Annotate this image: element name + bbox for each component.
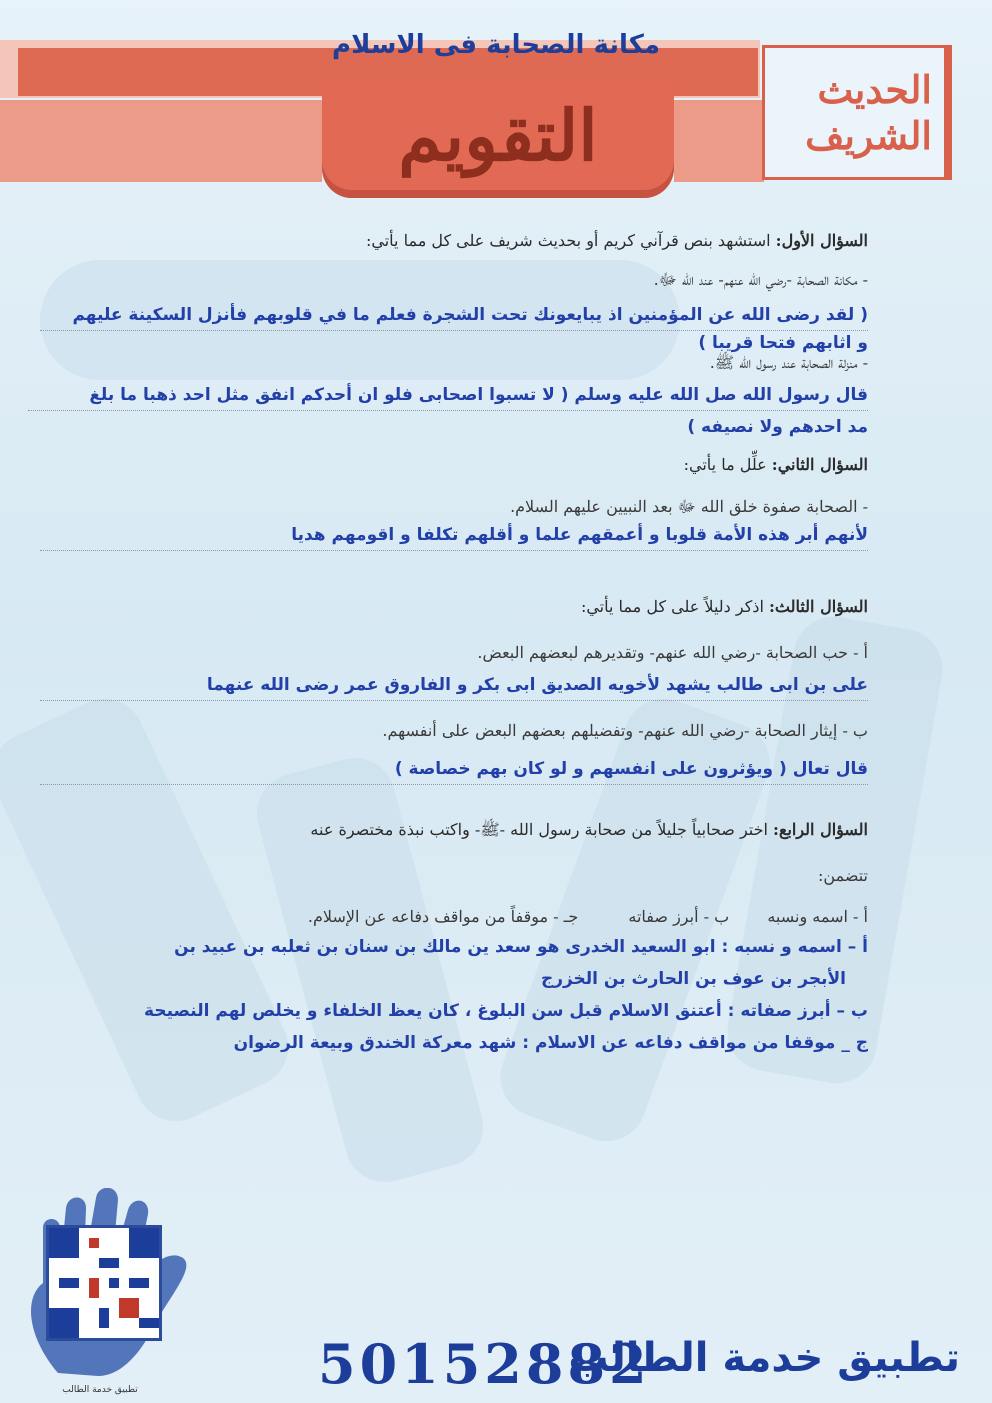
answer-1b-line-2: مد احدهم ولا نصيفه ) <box>687 417 868 437</box>
question-text: اذكر دليلاً على كل مما يأتي: <box>580 597 764 616</box>
tab-title: التقويم <box>398 94 598 177</box>
question-text: علِّل ما يأتي: <box>683 455 767 474</box>
question-label: السؤال الأول: <box>775 231 868 250</box>
answer-1a-line-1: ( لقد رضى الله عن المؤمنين اذ يبايعونك تحت الشجرة فعلم ما في قلوبهم فأنزل السكينة عليهم <box>40 301 868 331</box>
qr-code-icon <box>49 1228 159 1338</box>
header-band <box>674 100 764 182</box>
answer-1a-line-2: و اثابهم فتحا قريبا ) <box>698 333 868 353</box>
answer-2: لأنهم أبر هذه الأمة قلوبا و أعمقهم علما و أقلهم تكلفا و اقومهم هديا <box>40 521 868 551</box>
question-4 <box>40 820 868 843</box>
question-4-text-2: تتضمن: <box>818 866 868 885</box>
question-2 <box>40 455 868 474</box>
question-3-item-b: ب - إيثار الصحابة -رضي الله عنهم- وتفضيلهم بعضهم البعض على أنفسهم. <box>382 721 868 740</box>
answer-4-line-4: ج _ موقفا من مواقف دفاعه عن الاسلام : شهد معركة الخندق وبيعة الرضوان <box>233 1033 868 1053</box>
answer-4-line-2: الأبجر بن عوف بن الحارث بن الخزرج <box>540 969 846 989</box>
section-badge-line: الحديث <box>817 66 932 112</box>
question-text: اختر صحابياً جليلاً من صحابة رسول الله -ﷺ- واكتب نبذة مختصرة عنه <box>310 820 768 839</box>
answer-4-line-3: ب – أبرز صفاته : أعتنق الاسلام قبل سن البلوغ ، كان يعظ الخلفاء و يخلص لهم النصيحة <box>144 1001 868 1021</box>
question-4-item: ب - أبرز صفاته <box>628 907 730 926</box>
qr-caption: تطبيق خدمة الطالب <box>62 1385 138 1395</box>
question-3-item-a: أ - حب الصحابة -رضي الله عنهم- وتقديرهم لبعضهم البعض. <box>477 643 868 662</box>
question-3 <box>40 597 868 616</box>
answer-3b: قال تعال ( ويؤثرون على انفسهم و لو كان بهم خصاصة ) <box>40 755 868 785</box>
question-1-item-a: - مكانة الصحابة -رضي الله عنهم- عند الله ﷻ. <box>653 270 868 289</box>
topic-title: مكانة الصحابة فى الاسلام <box>332 30 660 60</box>
footer-app-name: تطبيق خدمة الطالب <box>568 1335 960 1381</box>
section-badge <box>762 45 952 180</box>
question-1-item-b: - منزلة الصحابة عند رسول الله ﷺ. <box>709 353 868 372</box>
footer-phone: 50152882 <box>318 1332 651 1396</box>
question-4-item: جـ - موقفاً من مواقف دفاعه عن الإسلام. <box>307 907 579 926</box>
question-4-item: أ - اسمه ونسبه <box>767 907 868 926</box>
header-band <box>0 100 322 182</box>
answer-3a: على بن ابى طالب يشهد لأخويه الصديق ابى بكر و الفاروق عمر رضى الله عنهما <box>40 671 868 701</box>
question-text: استشهد بنص قرآني كريم أو بحديث شريف على كل مما يأتي: <box>365 231 771 250</box>
question-label: السؤال الثالث: <box>768 597 868 616</box>
question-2-item: - الصحابة صفوة خلق الله ﷻ بعد النبيين عليهم السلام. <box>510 497 868 516</box>
answer-1b-line-1: قال رسول الله صل الله عليه وسلم ( لا تسبوا اصحابى فلو ان أحدكم انفق مثل احد ذهبا ما بلغ <box>28 381 868 411</box>
answer-4-line-1: أ – اسمه و نسبه : ابو السعيد الخدرى هو سعد ين مالك بن سنان بن ثعلبه بن عبيد بن <box>174 937 868 957</box>
qr-code[interactable] <box>46 1225 162 1341</box>
section-badge-line: الشريف <box>805 112 932 158</box>
question-label: السؤال الرابع: <box>773 820 868 839</box>
question-1 <box>40 231 868 250</box>
question-label: السؤال الثاني: <box>771 455 868 474</box>
question-4-items <box>40 907 868 926</box>
